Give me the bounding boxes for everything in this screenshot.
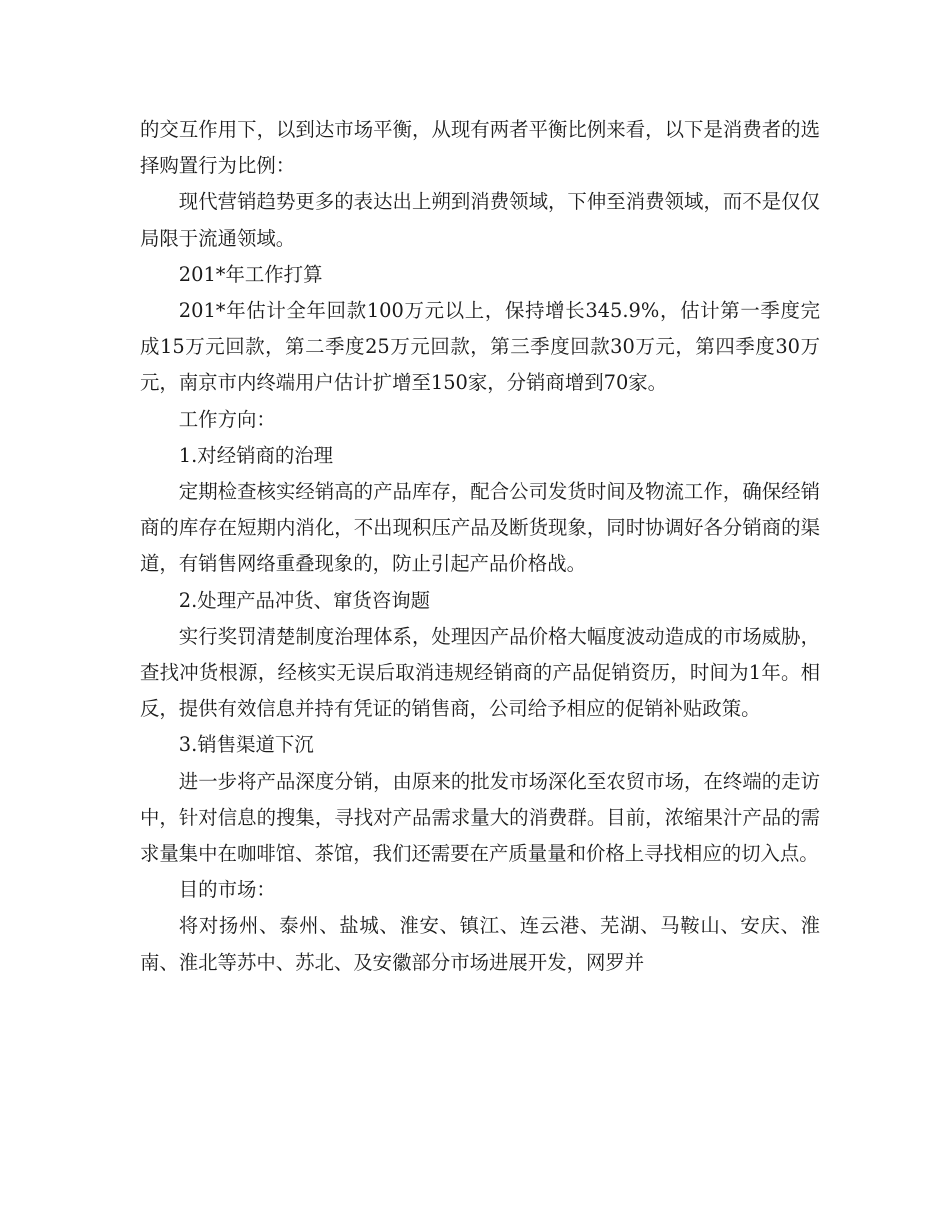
paragraph-intro-continuation: 的交互作用下，以到达市场平衡，从现有两者平衡比例来看，以下是消费者的选择购置行为比例： bbox=[140, 118, 820, 178]
heading-work-direction: 工作方向： bbox=[178, 407, 276, 431]
heading-dealer-management: 1.对经销商的治理 bbox=[178, 443, 334, 467]
paragraph-revenue-forecast: 201*年估计全年回款100万元以上，保持增长345.9%，估计第一季度完成15万元回款，第二季度25万元回款，第三季度回款30万元，第四季度30万元，南京市内终端用户估计扩增至150家，分销商增到70家。 bbox=[140, 299, 820, 395]
paragraph-dealer-management: 定期检查核实经销高的产品库存，配合公司发货时间及物流工作，确保经销商的库存在短期内消化，不出现积压产品及断货现象，同时协调好各分销商的渠道，有销售网络重叠现象的，防止引起产品价格战。 bbox=[140, 480, 820, 576]
paragraph-channel-sinking: 进一步将产品深度分销，由原来的批发市场深化至农贸市场，在终端的走访中，针对信息的搜集，寻找对产品需求量大的消费群。目前，浓缩果汁产品的需求量集中在咖啡馆、茶馆，我们还需要在产质量量和价格上寻找相应的切入点。 bbox=[140, 769, 820, 866]
heading-work-plan: 201*年工作打算 bbox=[178, 262, 323, 286]
heading-target-market: 目的市场： bbox=[178, 878, 276, 902]
paragraph-cross-selling: 实行奖罚清楚制度治理体系，处理因产品价格大幅度波动造成的市场威胁，查找冲货根源，经核实无误后取消违规经销商的产品促销资历，时间为1年。相反，提供有效信息并持有凭证的销售商，公司给予相应的促销补贴政策。 bbox=[140, 624, 820, 721]
heading-cross-selling: 2.处理产品冲货、窜货咨询题 bbox=[178, 588, 430, 612]
paragraph-target-market: 将对扬州、泰州、盐城、淮安、镇江、连云港、芜湖、马鞍山、安庆、淮南、淮北等苏中、苏北、及安徽部分市场进展开发，网罗并 bbox=[140, 914, 820, 974]
paragraph-marketing-trend: 现代营销趋势更多的表达出上朔到消费领域，下伸至消费领域，而不是仅仅局限于流通领域。 bbox=[140, 190, 820, 250]
document-body bbox=[140, 112, 820, 981]
heading-channel-sinking: 3.销售渠道下沉 bbox=[178, 733, 314, 757]
